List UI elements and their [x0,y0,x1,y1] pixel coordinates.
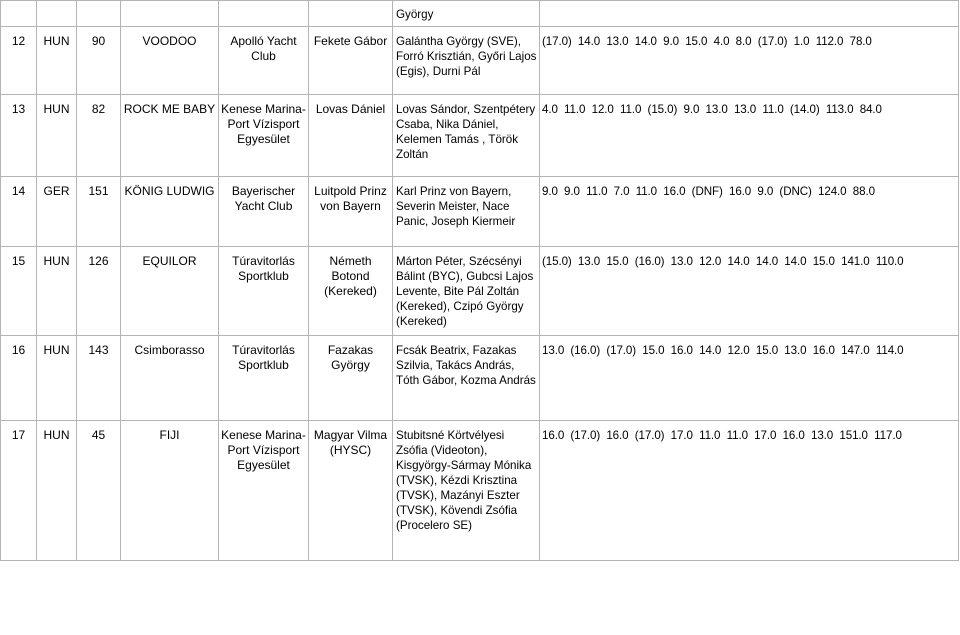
helm-cell: Fekete Gábor [309,27,393,95]
rank-cell: 14 [1,177,37,247]
club-cell: Bayerischer Yacht Club [219,177,309,247]
table-row [1,336,959,421]
club-cell: Kenese Marina-Port Vízisport Egyesület [219,421,309,561]
sail-number-cell: 45 [77,421,121,561]
table-row-continuation [1,1,959,27]
helm-cell: Németh Botond (Kereked) [309,247,393,336]
boat-name-cell: FIJI [121,421,219,561]
club-cell: Túravitorlás Sportklub [219,247,309,336]
sail-number-cell: 82 [77,95,121,177]
nation-cell: HUN [37,27,77,95]
crew-cell: Stubitsné Körtvélyesi Zsófia (Videoton), Kisgyörgy-Sármay Mónika (TVSK), Kézdi Krisztina (TVSK), Mazányi Eszter (TVSK), Kövendi Zsófia (Procelero SE) [393,421,540,561]
boat-name-cell: Csimborasso [121,336,219,421]
scores-cell: 16.0 (17.0) 16.0 (17.0) 17.0 11.0 11.0 17.0 16.0 13.0 151.0 117.0 [540,421,959,561]
helm-cell: Lovas Dániel [309,95,393,177]
boat-name-cell: ROCK ME BABY [121,95,219,177]
table-row [1,247,959,336]
scores-cell: 4.0 11.0 12.0 11.0 (15.0) 9.0 13.0 13.0 11.0 (14.0) 113.0 84.0 [540,95,959,177]
boat-name-cell: VOODOO [121,27,219,95]
table-row [1,95,959,177]
crew-cell: György [393,1,540,27]
rank-cell: 15 [1,247,37,336]
crew-cell: Lovas Sándor, Szentpétery Csaba, Nika Dániel, Kelemen Tamás , Török Zoltán [393,95,540,177]
sail-number-cell: 90 [77,27,121,95]
rank-cell: 13 [1,95,37,177]
nation-cell: GER [37,177,77,247]
club-cell: Apolló Yacht Club [219,27,309,95]
crew-cell: Fcsák Beatrix, Fazakas Szilvia, Takács András, Tóth Gábor, Kozma András [393,336,540,421]
rank-cell: 12 [1,27,37,95]
sail-number-cell: 126 [77,247,121,336]
crew-cell: Karl Prinz von Bayern, Severin Meister, Nace Panic, Joseph Kiermeir [393,177,540,247]
helm-cell: Luitpold Prinz von Bayern [309,177,393,247]
boat-name-cell: EQUILOR [121,247,219,336]
crew-cell: Galántha György (SVE), Forró Krisztián, Győri Lajos (Egis), Durni Pál [393,27,540,95]
helm-cell: Magyar Vilma (HYSC) [309,421,393,561]
sail-number-cell: 143 [77,336,121,421]
scores-cell: (15.0) 13.0 15.0 (16.0) 13.0 12.0 14.0 14.0 14.0 15.0 141.0 110.0 [540,247,959,336]
scores-cell: 9.0 9.0 11.0 7.0 11.0 16.0 (DNF) 16.0 9.0 (DNC) 124.0 88.0 [540,177,959,247]
rank-cell: 17 [1,421,37,561]
boat-name-cell: KÖNIG LUDWIG [121,177,219,247]
rank-cell: 16 [1,336,37,421]
nation-cell: HUN [37,95,77,177]
table-row [1,27,959,95]
table-row [1,177,959,247]
club-cell: Túravitorlás Sportklub [219,336,309,421]
nation-cell: HUN [37,247,77,336]
nation-cell: HUN [37,336,77,421]
scores-cell: 13.0 (16.0) (17.0) 15.0 16.0 14.0 12.0 15.0 13.0 16.0 147.0 114.0 [540,336,959,421]
crew-cell: Márton Péter, Szécsényi Bálint (BYC), Gubcsi Lajos Levente, Bite Pál Zoltán (Kereked), Czipó György (Kereked) [393,247,540,336]
table-row [1,421,959,561]
club-cell: Kenese Marina-Port Vízisport Egyesület [219,95,309,177]
sail-number-cell: 151 [77,177,121,247]
scores-cell: (17.0) 14.0 13.0 14.0 9.0 15.0 4.0 8.0 (17.0) 1.0 112.0 78.0 [540,27,959,95]
nation-cell: HUN [37,421,77,561]
helm-cell: Fazakas György [309,336,393,421]
